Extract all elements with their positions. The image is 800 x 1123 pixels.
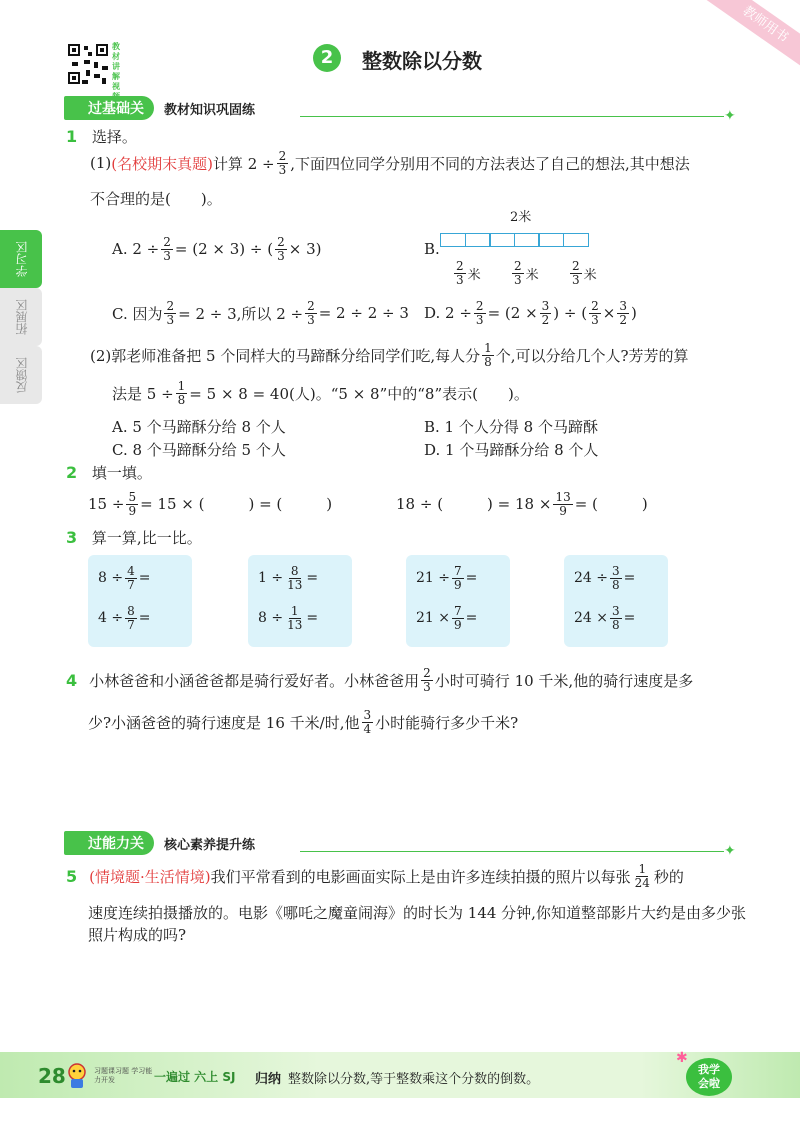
lesson-number: 2 [320, 47, 334, 68]
text: 小时能骑行多少千米? [375, 713, 519, 732]
text: 小时可骑行 10 千米,他的骑行速度是多 [434, 671, 694, 690]
fraction: $\frac{2}{3}$ [423, 665, 431, 694]
q1-p2-option-a[interactable]: A. 5 个马蹄酥分给 8 个人 [112, 418, 286, 436]
q4-line1 [66, 662, 693, 698]
calc-box [406, 555, 510, 647]
text: = (2 × [487, 304, 538, 322]
calc-row[interactable] [574, 605, 635, 631]
text: 21 ÷ [416, 570, 450, 587]
fraction: $\frac{2}{3}$ [277, 234, 285, 263]
section-subtitle: 教材知识巩固练 [164, 102, 256, 118]
fraction: $\frac{3}{2}$ [541, 298, 550, 327]
text: 24 × [574, 610, 608, 627]
question-title: 算一算,比一比。 [91, 529, 202, 547]
question-1-header [66, 126, 137, 147]
book-name: 一遍过 六上 SJ [154, 1070, 236, 1084]
fraction: $\frac{7}{9}$ [454, 604, 462, 632]
calc-box [564, 555, 668, 647]
section-banner-ability [64, 832, 255, 854]
text: = [465, 610, 478, 627]
q4-line2 [88, 704, 518, 740]
text: 4 ÷ [98, 610, 124, 627]
fraction: $\frac{1}{8}$ [177, 378, 186, 407]
q1-part1-line2: 不合理的是( )。 [90, 190, 222, 208]
fraction: $\frac{7}{9}$ [454, 564, 462, 592]
fraction: $\frac{3}{8}$ [612, 564, 620, 592]
text: 21 × [416, 610, 450, 627]
divider [300, 116, 724, 117]
summary-text: 整数除以分数,等于整数乘这个分数的倒数。 [288, 1072, 540, 1087]
calc-row[interactable] [98, 565, 150, 591]
text: 秒的 [653, 867, 684, 886]
fraction: $\frac{3}{2}$ [619, 298, 627, 327]
bar-frac-3: $\frac{2}{3}$ 米 [572, 259, 597, 287]
q1-p2-option-c[interactable]: C. 8 个马蹄酥分给 5 个人 [112, 441, 286, 459]
fraction: $\frac{3}{8}$ [612, 604, 620, 632]
q5-line2: 速度连续拍摄播放的。电影《哪吒之魔童闹海》的时长为 144 分钟,你知道整部影片大约是由多少张 [88, 904, 746, 922]
summary-label: 归纳 [255, 1072, 282, 1087]
question-number: 1 [66, 127, 78, 146]
text: 8 ÷ [258, 610, 284, 627]
text: = 2 ÷ 3,所以 2 ÷ [178, 304, 304, 323]
section-tag: 过基础关 [64, 96, 154, 120]
fraction: $\frac{2}{3}$ [166, 298, 175, 327]
q5-line1 [66, 858, 684, 894]
text: 少?小涵爸爸的骑行速度是 16 千米/时,他 [88, 713, 360, 732]
section-tag: 过能力关 [64, 831, 154, 855]
calc-row[interactable] [258, 565, 318, 591]
side-tab-label: 拓展区 [14, 299, 29, 335]
question-number: 4 [66, 670, 78, 690]
text: 计算 2 ÷ [212, 154, 275, 173]
book-small: 习题课习题 学习能力开发 [94, 1067, 153, 1084]
sparkle-icon: ✱ [676, 1050, 688, 1066]
q5-line3: 照片构成的吗? [88, 926, 187, 944]
calc-row[interactable] [258, 605, 318, 631]
text: 8 ÷ [98, 570, 124, 587]
fraction: $\frac{2}{3}$ [591, 298, 599, 327]
fraction: $\frac{2}{3}$ [278, 148, 287, 177]
text: = [465, 570, 478, 587]
side-tab-learn[interactable] [0, 230, 42, 288]
fraction: $\frac{1}{24}$ [634, 861, 650, 890]
fraction: $\frac{13}{9}$ [555, 489, 571, 518]
bar-frac-2: $\frac{2}{3}$ 米 [514, 259, 539, 287]
text: 法是 5 ÷ [112, 384, 174, 403]
fraction: $\frac{8}{13}$ [287, 564, 303, 592]
page-title: 整数除以分数 [362, 49, 482, 73]
text: ,下面四位同学分别用不同的方法表达了自己的想法,其中想法 [290, 154, 690, 173]
star-icon: ✦ [724, 843, 736, 859]
question-title: 填一填。 [91, 464, 152, 482]
text: = [623, 610, 636, 627]
fraction: $\frac{2}{3}$ [163, 234, 171, 263]
mascot-icon [66, 1062, 88, 1090]
badge-text: 我学会啦 [698, 1063, 720, 1090]
text: D. 2 ÷ [424, 304, 472, 322]
calc-box [88, 555, 192, 647]
fraction: $\frac{5}{9}$ [128, 489, 137, 518]
text: (2)郭老师准备把 5 个同样大的马蹄酥分给同学们吃,每人分 [90, 346, 481, 365]
qr-label: 教材讲解视 [112, 42, 120, 91]
fraction: $\frac{2}{3}$ [475, 298, 484, 327]
fraction: $\frac{1}{8}$ [484, 340, 492, 369]
text: = 2 ÷ 2 ÷ 3 [318, 304, 409, 322]
q2-right-equation: 18 ÷ ( ) = 18 × $\frac{13}{9}$ = ( ) [396, 489, 648, 518]
page-number: 28 [38, 1064, 66, 1088]
side-tab-label: 学习区 [14, 241, 29, 277]
option-label: B. [424, 240, 440, 258]
q1-part2-line2 [112, 376, 529, 410]
divider [300, 851, 724, 852]
segment-bar [440, 233, 587, 247]
text: = [138, 610, 151, 627]
question-2-header [66, 462, 152, 483]
source-tag: (情境题·生活情境) [89, 867, 211, 886]
side-tab-feedback[interactable] [0, 346, 42, 404]
q1-option-c[interactable] [112, 296, 409, 330]
source-tag: (名校期末真题) [111, 154, 213, 173]
q1-part1-line1 [90, 146, 690, 180]
bar-frac-1: $\frac{2}{3}$ 米 [456, 259, 481, 287]
fraction: $\frac{8}{7}$ [127, 604, 135, 632]
text: ) ÷ ( [553, 304, 588, 322]
question-3-header [66, 527, 202, 548]
q1-option-b[interactable] [424, 206, 624, 290]
text: 1 ÷ [258, 570, 284, 587]
text: C. 因为 [112, 304, 163, 323]
text: = [138, 570, 151, 587]
corner-ribbon [696, 0, 800, 79]
question-number: 2 [66, 463, 78, 482]
text: ) [630, 304, 637, 322]
text: = [306, 570, 319, 587]
star-icon: ✦ [724, 108, 736, 124]
fraction: $\frac{2}{3}$ [307, 298, 315, 327]
text: × 3) [288, 240, 322, 258]
q2-left-equation: 15 ÷ $\frac{5}{9}$ = 15 × ( ) = ( ) [88, 489, 333, 518]
fraction: $\frac{3}{4}$ [363, 707, 372, 736]
corner-ribbon-text: 教师用书 [739, 3, 791, 46]
qr-code[interactable] [66, 42, 110, 86]
question-title: 选择。 [91, 128, 137, 146]
q1-p2-option-b[interactable]: B. 1 个人分得 8 个马蹄酥 [424, 418, 598, 436]
lesson-number-badge [313, 44, 341, 72]
calc-box [248, 555, 352, 647]
part-label: (1) [90, 154, 112, 172]
text: A. 2 ÷ [112, 240, 160, 258]
text: = [306, 610, 319, 627]
fraction: $\frac{4}{7}$ [127, 564, 135, 592]
calc-row[interactable] [574, 565, 635, 591]
fraction: $\frac{1}{13}$ [287, 604, 303, 632]
calc-row[interactable] [416, 605, 477, 631]
q1-part2-line1 [90, 338, 689, 372]
text: 我们平常看到的电影画面实际上是由许多连续拍摄的照片以每张 [210, 867, 631, 886]
q1-option-a[interactable] [112, 232, 321, 266]
text: = 5 × 8 = 40(人)。“5 × 8”中的“8”表示( )。 [189, 384, 529, 403]
q1-option-d[interactable] [424, 296, 637, 330]
bar-top-label: 2米 [510, 210, 532, 225]
section-banner-basic [64, 97, 255, 119]
text: = (2 × 3) ÷ ( [174, 240, 274, 258]
side-tab-expand[interactable] [0, 288, 42, 346]
text: × [602, 304, 616, 322]
question-number: 5 [66, 866, 78, 886]
text: = [623, 570, 636, 587]
question-number: 3 [66, 528, 78, 547]
calc-row[interactable] [416, 565, 477, 591]
q1-p2-option-d[interactable]: D. 1 个马蹄酥分给 8 个人 [424, 441, 599, 459]
learned-badge[interactable] [686, 1058, 732, 1096]
text: 小林爸爸和小涵爸爸都是骑行爱好者。小林爸爸用 [89, 671, 420, 690]
side-tab-label: 反馈区 [14, 357, 29, 393]
text: 24 ÷ [574, 570, 608, 587]
text: 个,可以分给几个人?芳芳的算 [495, 346, 689, 365]
calc-row[interactable] [98, 605, 150, 631]
section-subtitle: 核心素养提升练 [164, 837, 256, 853]
